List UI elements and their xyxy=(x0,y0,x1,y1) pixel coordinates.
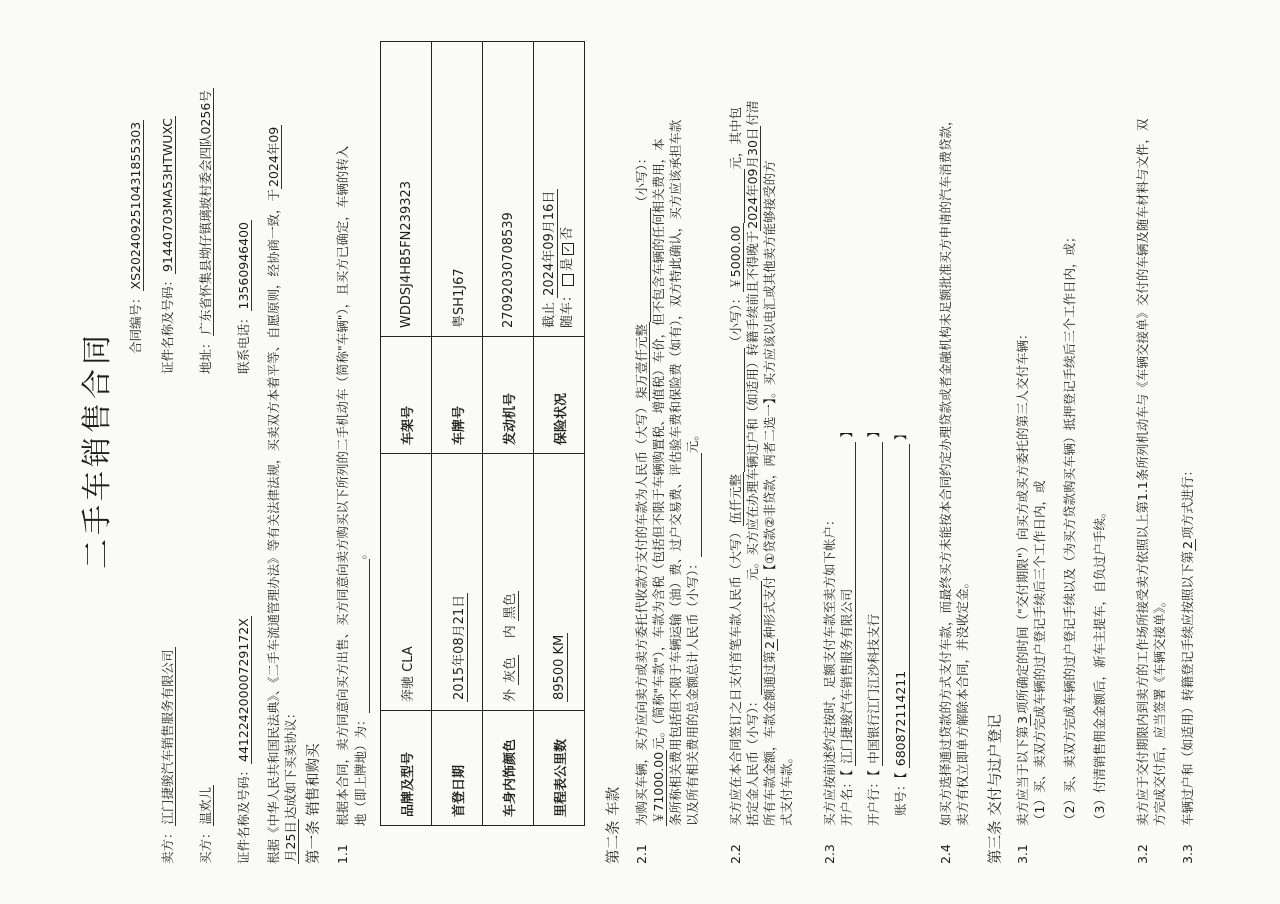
account-number-line: 账号：【 680872114211 】 xyxy=(893,427,908,816)
engine-key: 发动机号 xyxy=(483,337,534,454)
vin-value: WDDSJ4HB5FN239323 xyxy=(381,42,432,337)
clause-3-3: 3.3车辆过户和（如适用）转籍登记手续应按照以下第2项方式进行： xyxy=(1180,464,1195,864)
clause-2-2-line-2: 括定金人民币（小写）： 元。买方应在办理车辆过户和（如适用）转籍手续前且不得晚于2024年09月30日付清 xyxy=(745,100,760,826)
intro-line-2: 月25日达成如下买卖协议： xyxy=(283,706,298,862)
clause-1-1: 1.1根据本合同，卖方同意向买方出售、买方同意向卖方购买以下所列的二手机动车（简称"车辆"），且买方已确定，车辆的转入 xyxy=(335,145,350,864)
intro-line-1: 根据《中华人民共和国民法典》、《二手车流通管理办法》等有关法律法规，买卖双方本着平等、自愿原则，经协商一致，于2024年09 xyxy=(266,126,281,864)
clause-2-2-line-3: 所有车款金额，车款金额通过第2种形式支付【①贷款②非贷款，两者二选一】。买方应该以电汇或其他卖方能够接受的方 xyxy=(762,160,777,826)
document-title: 二手车销售合同 xyxy=(80,331,115,569)
clause-2-4-line-2: 卖方有权立即单方解除本合同，并没收定金。 xyxy=(955,575,970,826)
mileage-key: 里程表公里数 xyxy=(534,711,585,826)
clause-3-1-item-3: （3）付清销售佣金金额后，新车主提车，自负过户手续。 xyxy=(1092,505,1107,826)
clause-3-2: 3.2卖方应于交付期限内到卖方的工作场所接受卖方依照以上第1.1条所列机动车与《车辆交接单》交付的车辆及随车材料与文件，双 xyxy=(1135,118,1150,864)
clause-3-1-item-1: （1）买、卖双方完成车辆的过户登记手续后三个工作日内，或 xyxy=(1032,480,1047,826)
clause-2-1-line-2: ￥71000.00元。（简称"车款"），车款为含税（包括但不限于车辆购置税、增值税）车价，但不包含车辆的任何相关费用，本 xyxy=(651,138,666,824)
article-1-heading: 第一条 销售和购买 xyxy=(306,743,322,864)
mileage-value: 89500 KM xyxy=(534,454,585,711)
buyer-phone-line: 联系电话：13560946400 xyxy=(236,222,251,374)
seller-id-line: 证件名称及号码：91440703MA53HTWUXC xyxy=(160,118,175,374)
clause-2-2-line-4: 式支付车款。 xyxy=(779,750,794,826)
insurance-key: 保险状况 xyxy=(534,337,585,454)
vin-key: 车架号 xyxy=(381,337,432,454)
insurance-value: 截止 2024年09月16日 随车：是✓否 xyxy=(534,42,585,337)
first-reg-key: 首登日期 xyxy=(432,711,483,826)
clause-3-1-item-2: （2）买、卖双方完成车辆的过户登记手续以及（为买方贷款购买车辆）抵押登记手续后三个工作日内，或； xyxy=(1062,230,1077,826)
brand-value: 奔驰 CLA xyxy=(381,454,432,711)
vehicle-table xyxy=(380,41,585,826)
clause-2-1-line-3: 条所称相关费用包括但不限于车辆运输（油）费、过户交易费、评估验车费和保险费（如有），双方特此确认，买方应该承担车款 xyxy=(668,119,683,826)
clause-2-2: 2.2买方应在本合同签订之日支付首笔车款人民币（大写）伍仟元整 （小写）：￥5000.00 元，其中包 xyxy=(728,106,743,864)
first-reg-value: 2015年08月21日 xyxy=(432,454,483,711)
clause-2-3: 2.3买方应按前述约定按时、足额支付车款至卖方如下帐户： xyxy=(822,513,837,864)
clause-2-1-line-4: 以及所有相关费用的总金额总计人民币（小写）： 元。 xyxy=(685,428,700,826)
contract-number: 合同编号：XS2024092510431855303 xyxy=(128,121,143,354)
color-key: 车身内饰颜色 xyxy=(483,711,534,826)
article-2-heading: 第二条 车款 xyxy=(606,786,622,864)
insurance-no-checkbox: ✓ xyxy=(562,243,574,255)
clause-3-2-line-2: 方完成交付后，应当签署《车辆交接单》。 xyxy=(1152,594,1167,826)
clause-1-1-cont: 地（即上牌地）为： 。 xyxy=(353,546,368,826)
article-3-heading: 第三条 交付与过户登记 xyxy=(988,714,1004,864)
plate-value: 粤SH1J67 xyxy=(432,42,483,337)
brand-key: 品牌及型号 xyxy=(381,711,432,826)
seller-line: 卖方：江门捷骏汽车销售服务有限公司 xyxy=(160,649,175,864)
buyer-line: 买方：温欢儿 xyxy=(198,786,213,864)
clause-2-1: 2.1为购买车辆，买方应向卖方或卖方委托代收款方支付的车款为人民币（大写）柒万壹仟元整 （小写）： xyxy=(634,151,649,864)
insurance-yes-checkbox xyxy=(562,274,574,286)
account-name-line: 开户名：【 江门捷骏汽车销售服务有限公司 】 xyxy=(839,425,854,826)
clause-3-1: 3.1卖方应当于以下第3项所确定的时间（"交付期限"）向买方或买方委托的第三人交付车辆： xyxy=(1015,327,1030,864)
clause-2-4: 2.4如买方选择通过贷款的方式支付车款，而最终买方未能按本合同约定办理贷款或者金融机构未足额批准买方申请的汽车消费贷款， xyxy=(938,113,953,864)
engine-value: 27092030708539 xyxy=(483,42,534,337)
bank-line: 开户行：【 中国银行江门江沙科技支行 】 xyxy=(866,425,881,826)
plate-key: 车牌号 xyxy=(432,337,483,454)
buyer-address-line: 地址：广东省怀集县坳仔镇璃坡村委会四队0256号 xyxy=(198,90,213,374)
buyer-id-line: 证件名称及号码：441224200007291​72X xyxy=(236,618,251,864)
color-value: 外 灰色 内 黑色 xyxy=(483,454,534,711)
